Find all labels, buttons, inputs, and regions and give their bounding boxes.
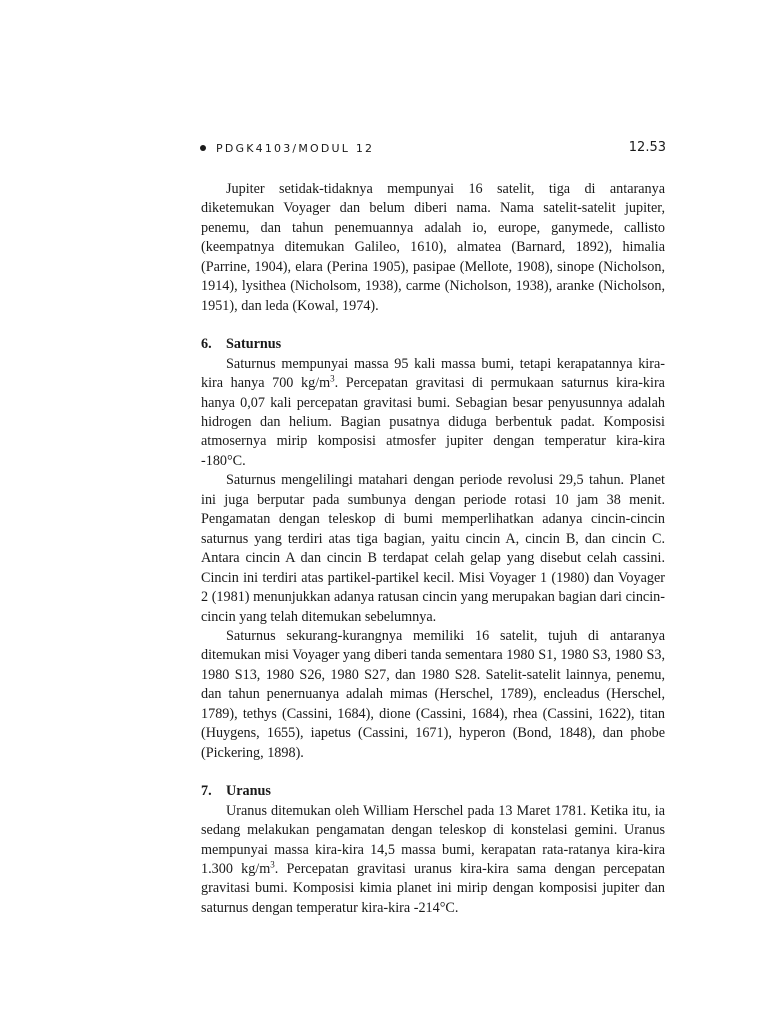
section-title: Saturnus [226,336,282,353]
module-label [200,142,374,155]
running-header [200,140,666,160]
body-text [201,180,665,918]
module-label-text: PDGK4103/MODUL 12 [216,142,375,155]
section-heading-saturnus [201,335,665,354]
section-number: 6. [201,336,212,353]
paragraph-saturnus-mass: Saturnus mempunyai massa 95 kali massa bumi, tetapi kerapatannya kira-kira hanya 700 $kg/m^3$. Percepatan gravitasi di permukaan saturnus kira-kira hanya 0,07 kali percepatan gravitasi bumi. Sebagian besar penyusunnya adalah hidrogen dan helium. Bagian pusatnya diduga berbentuk padat. Komposisi atmosernya mirip komposisi atmosfer jupiter dengan temperatur kira-kira -180°C. [201,355,665,469]
paragraph-jupiter: Jupiter setidak-tidaknya mempunyai 16 satelit, tiga di antaranya diketemukan Voyager dan belum diberi nama. Nama satelit-satelit jupiter, penemu, dan tahun penemuannya adalah io, europe, ganymede, callisto (keempatnya ditemukan Galileo, 1610), almatea (Barnard, 1892), himalia (Parrine, 1904), elara (Perina 1905), pasipae (Mellote, 1908), sinope (Nicholson, 1914), lysithea (Nicholsom, 1938), carme (Nicholson, 1938), aranke (Nicholson, 1951), dan leda (Kowal, 1974). [201,181,665,314]
paragraph-saturnus-satellites: Saturnus sekurang-kurangnya memiliki 16 satelit, tujuh di antaranya ditemukan misi Voyager yang diberi tanda sementara 1980 S1, 1980 S3, 1980 S3, 1980 S13, 1980 S26, 1980 S27, dan 1980 S28. Satelit-satelit lainnya, penemu, dan tahun penernuanya adalah mimas (Herschel, 1789), encleadus (Herschel, 1789), tethys (Cassini, 1684), dione (Cassini, 1684), rhea (Cassini, 1622), titan (Huygens, 1655), iapetus (Cassini, 1671), hyperon (Bond, 1848), dan phobe (Pickering, 1898). [201,627,665,761]
section-title: Uranus [226,783,271,800]
section-heading-uranus [201,782,665,801]
paragraph-saturnus-orbit: Saturnus mengelilingi matahari dengan periode revolusi 29,5 tahun. Planet ini juga berputar pada sumbunya dengan periode rotasi 10 jam 38 menit. Pengamatan dengan teleskop di bumi memperlihatkan adanya cincin-cincin saturnus yang terdiri atas tiga bagian, yaitu cincin A, cincin B, dan cincin C. Antara cincin A dan cincin B terdapat celah gelap yang disebut celah cassini. Cincin ini terdiri atas partikel-partikel kecil. Misi Voyager 1 (1980) dan Voyager 2 (1981) menunjukkan adanya ratusan cincin yang merupakan bagian dari cincin-cincin yang telah ditemukan sebelumnya. [201,472,665,625]
page-number: 12.53 [628,140,666,155]
bullet-icon [200,145,206,151]
section-number: 7. [201,783,212,800]
paragraph-uranus: Uranus ditemukan oleh William Herschel pada 13 Maret 1781. Ketika itu, ia sedang melakukan pengamatan dengan teleskop di konstelasi gemini. Uranus mempunyai massa kira-kira 14,5 massa bumi, kerapatan rata-ratanya kira-kira 1.300 $kg/m^3$. Percepatan gravitasi uranus kira-kira sama dengan percepatan gravitasi bumi. Komposisi kimia planet ini mirip dengan komposisi jupiter dan saturnus dengan temperatur kira-kira -214°C. [201,802,665,916]
